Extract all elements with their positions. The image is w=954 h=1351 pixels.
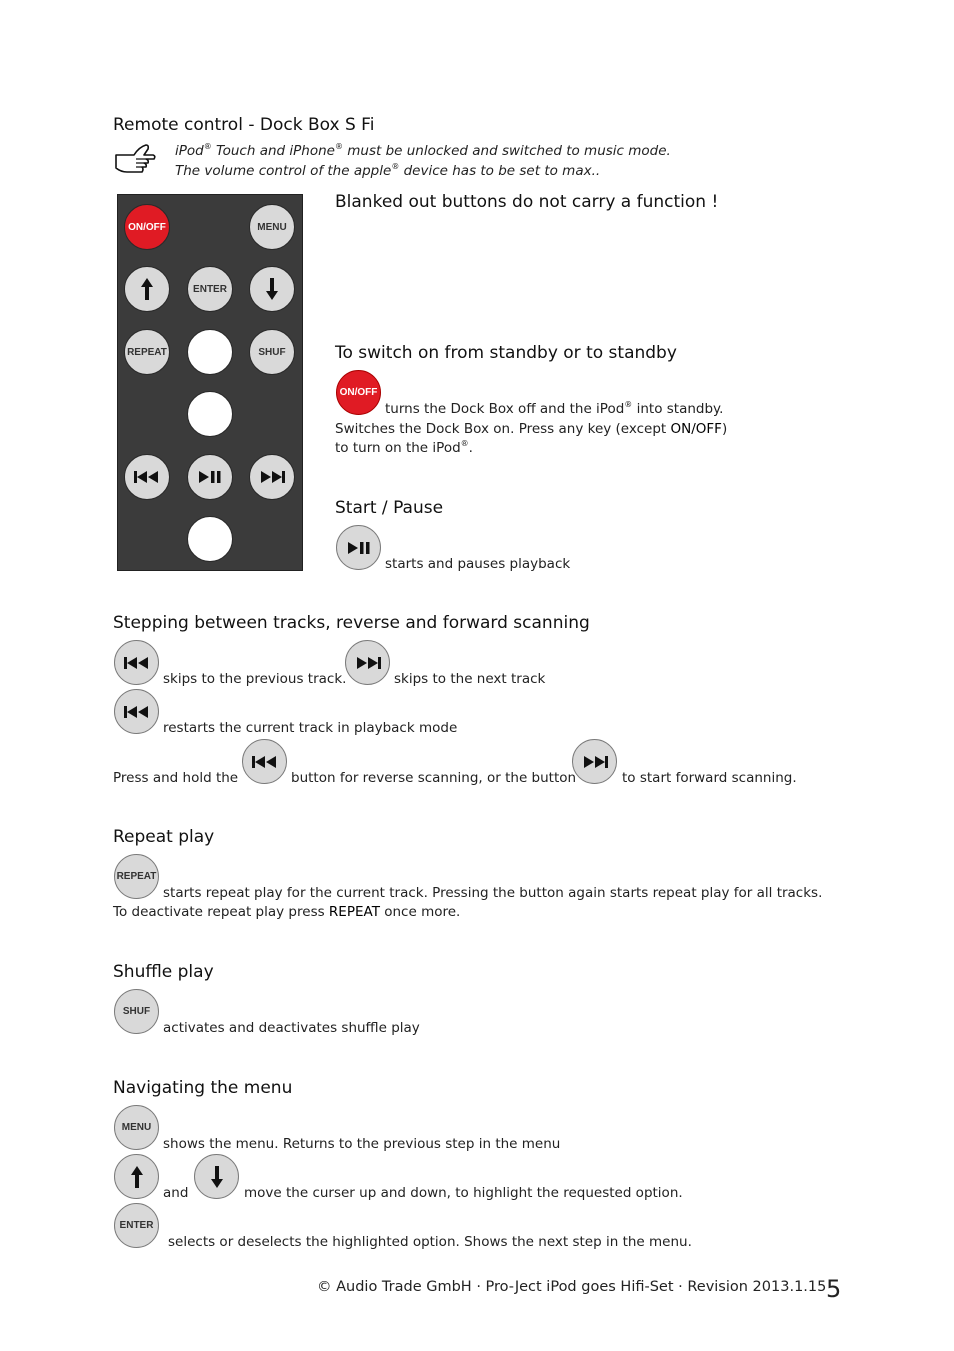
stepping-heading: Stepping between tracks, reverse and forward scanning bbox=[113, 613, 590, 633]
previous-button-icon bbox=[114, 640, 159, 685]
blanked-heading: Blanked out buttons do not carry a function ! bbox=[335, 192, 719, 212]
remote-next-button bbox=[249, 454, 295, 500]
enter-button-icon: ENTER bbox=[114, 1203, 159, 1248]
down-arrow-icon bbox=[265, 277, 279, 301]
previous-track-icon bbox=[134, 471, 160, 483]
note-line-1: iPod® Touch and iPhone® must be unlocked and switched to music mode. bbox=[175, 142, 671, 159]
play-pause-icon bbox=[199, 471, 221, 483]
remote-menu-button: MENU bbox=[249, 204, 295, 250]
hold-text-2: button for reverse scanning, or the button bbox=[291, 770, 577, 786]
up-button-icon bbox=[114, 1154, 159, 1199]
remote-blank-button bbox=[187, 391, 233, 437]
play-pause-button-icon bbox=[336, 525, 381, 570]
previous-track-icon bbox=[252, 756, 278, 768]
remote-enter-button: ENTER bbox=[187, 266, 233, 312]
next-button-icon bbox=[572, 739, 617, 784]
previous-track-icon bbox=[124, 657, 150, 669]
updown-text: move the curser up and down, to highlight the requested option. bbox=[244, 1185, 683, 1201]
footer-text: © Audio Trade GmbH · Pro-Ject iPod goes Hifi-Set · Revision 2013.1.15 bbox=[317, 1279, 827, 1295]
previous-button-icon bbox=[114, 689, 159, 734]
hold-text-3: to start forward scanning. bbox=[622, 770, 797, 786]
remote-on-off-button: ON/OFF bbox=[124, 204, 170, 250]
down-arrow-icon bbox=[210, 1165, 224, 1189]
enter-text: selects or deselects the highlighted option. Shows the next step in the menu. bbox=[168, 1234, 692, 1250]
repeat-text-2: To deactivate repeat play press REPEAT once more. bbox=[113, 904, 461, 920]
menu-heading: Navigating the menu bbox=[113, 1078, 293, 1098]
next-button-icon bbox=[345, 640, 390, 685]
next-track-icon bbox=[259, 471, 285, 483]
standby-text-2: Switches the Dock Box on. Press any key (except ON/OFF) bbox=[335, 421, 728, 437]
previous-button-icon bbox=[242, 739, 287, 784]
and-text: and bbox=[163, 1185, 189, 1201]
shuffle-heading: Shuffle play bbox=[113, 962, 214, 982]
on-off-button-icon: ON/OFF bbox=[336, 370, 381, 415]
play-pause-icon bbox=[348, 542, 370, 554]
next-text: skips to the next track bbox=[394, 671, 546, 687]
remote-play-pause-button bbox=[187, 454, 233, 500]
menu-text: shows the menu. Returns to the previous step in the menu bbox=[163, 1136, 561, 1152]
remote-shuf-button: SHUF bbox=[249, 329, 295, 375]
repeat-text-1: starts repeat play for the current track. Pressing the button again starts repeat play for all tracks. bbox=[163, 885, 823, 901]
previous-text: skips to the previous track. bbox=[163, 671, 347, 687]
up-arrow-icon bbox=[140, 277, 154, 301]
repeat-heading: Repeat play bbox=[113, 827, 215, 847]
page-number: 5 bbox=[826, 1275, 842, 1303]
hold-text-1: Press and hold the bbox=[113, 770, 239, 786]
next-track-icon bbox=[582, 756, 608, 768]
next-track-icon bbox=[355, 657, 381, 669]
note-line-2: The volume control of the apple® device has to be set to max.. bbox=[175, 162, 601, 179]
remote-blank-button bbox=[187, 516, 233, 562]
shuffle-text: activates and deactivates shuffle play bbox=[163, 1020, 420, 1036]
shuf-button-icon: SHUF bbox=[114, 989, 159, 1034]
pointing-hand-icon bbox=[113, 141, 157, 181]
previous-track-icon bbox=[124, 706, 150, 718]
start-pause-heading: Start / Pause bbox=[335, 498, 444, 518]
remote-control-image bbox=[117, 194, 303, 571]
remote-down-button bbox=[249, 266, 295, 312]
remote-previous-button bbox=[124, 454, 170, 500]
remote-blank-button bbox=[187, 329, 233, 375]
menu-button-icon: MENU bbox=[114, 1105, 159, 1150]
down-button-icon bbox=[194, 1154, 239, 1199]
standby-text-1: turns the Dock Box off and the iPod® into standby. bbox=[385, 400, 724, 417]
restart-text: restarts the current track in playback mode bbox=[163, 720, 458, 736]
repeat-button-icon: REPEAT bbox=[114, 854, 159, 899]
remote-repeat-button: REPEAT bbox=[124, 329, 170, 375]
section-title: Remote control - Dock Box S Fi bbox=[113, 115, 375, 135]
standby-heading: To switch on from standby or to standby bbox=[335, 343, 677, 363]
standby-text-3: to turn on the iPod®. bbox=[335, 439, 473, 456]
remote-up-button bbox=[124, 266, 170, 312]
start-pause-text: starts and pauses playback bbox=[385, 556, 571, 572]
up-arrow-icon bbox=[130, 1165, 144, 1189]
